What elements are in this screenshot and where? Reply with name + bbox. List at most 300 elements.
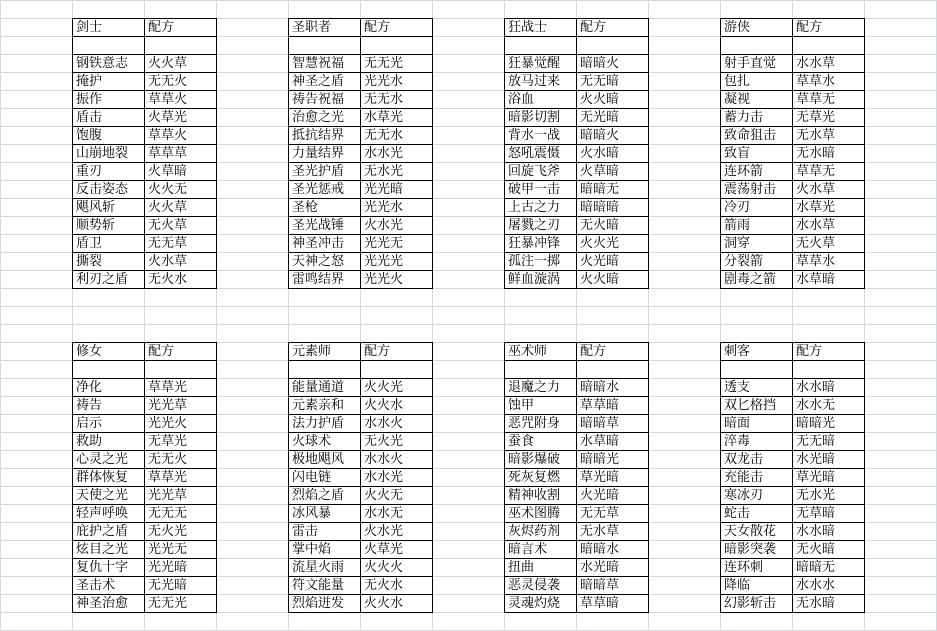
recipe-cell[interactable]: 无水暗 [793,145,865,163]
skill-name-cell[interactable]: 火球术 [289,433,361,451]
recipe-header-cell[interactable]: 配方 [145,343,217,361]
recipe-cell[interactable]: 暗暗无 [793,559,865,577]
skill-name-cell[interactable]: 盾击 [73,109,145,127]
skill-name-cell[interactable]: 蓄力击 [721,109,793,127]
skill-name-cell[interactable]: 背水一战 [505,127,577,145]
skill-name-cell[interactable]: 狂暴冲锋 [505,235,577,253]
recipe-cell[interactable]: 无无光 [145,595,217,613]
skill-name-cell[interactable]: 双龙击 [721,451,793,469]
skill-name-cell[interactable]: 破甲一击 [505,181,577,199]
recipe-cell[interactable]: 暗暗暗 [577,199,649,217]
table-row [505,523,649,541]
skill-name-cell[interactable]: 包扎 [721,73,793,91]
skill-name-cell[interactable]: 山崩地裂 [73,145,145,163]
skill-name-cell[interactable]: 符文能量 [289,577,361,595]
table-row [289,577,433,595]
recipe-cell[interactable]: 火水草 [793,181,865,199]
class-name-cell[interactable]: 巫术师 [505,343,577,361]
skill-name-cell[interactable]: 净化 [73,379,145,397]
empty-cell[interactable] [505,361,577,379]
table-row [505,415,649,433]
recipe-header-cell[interactable]: 配方 [577,19,649,37]
skill-name-cell[interactable]: 天女散花 [721,523,793,541]
skill-name-cell[interactable]: 庇护之盾 [73,523,145,541]
skill-name-cell[interactable]: 冰风暴 [289,505,361,523]
recipe-cell[interactable]: 暗暗光 [793,415,865,433]
recipe-cell[interactable]: 水草光 [793,199,865,217]
blank-row [721,361,865,379]
recipe-cell[interactable]: 无水光 [793,487,865,505]
recipe-cell[interactable]: 光光火 [145,415,217,433]
skill-name-cell[interactable]: 盾卫 [73,235,145,253]
recipe-cell[interactable]: 草草暗 [577,397,649,415]
empty-cell[interactable] [289,361,361,379]
skill-name-cell[interactable]: 灰烬药剂 [505,523,577,541]
class-name-cell[interactable]: 狂战士 [505,19,577,37]
recipe-cell[interactable]: 无无草 [145,235,217,253]
skill-name-cell[interactable]: 扭曲 [505,559,577,577]
recipe-cell[interactable]: 无火草 [145,217,217,235]
skill-name-cell[interactable]: 启示 [73,415,145,433]
recipe-cell[interactable]: 水草光 [361,109,433,127]
skill-name-cell[interactable]: 凝视 [721,91,793,109]
skill-name-cell[interactable]: 致命狙击 [721,127,793,145]
class-name-cell[interactable]: 修女 [73,343,145,361]
skill-name-cell[interactable]: 蛇击 [721,505,793,523]
recipe-cell[interactable]: 无无水 [361,91,433,109]
skill-name-cell[interactable]: 饱腹 [73,127,145,145]
table-row [289,217,433,235]
table-row [289,199,433,217]
table-row [721,451,865,469]
empty-cell[interactable] [289,37,361,55]
recipe-cell[interactable]: 光光水 [361,199,433,217]
skill-name-cell[interactable]: 暗面 [721,415,793,433]
skill-name-cell[interactable]: 法力护盾 [289,415,361,433]
recipe-cell[interactable]: 无无暗 [577,73,649,91]
skill-name-cell[interactable]: 幻影斩击 [721,595,793,613]
skill-name-cell[interactable]: 暗言术 [505,541,577,559]
skill-name-cell[interactable]: 智慧祝福 [289,55,361,73]
recipe-cell[interactable]: 无水草 [577,523,649,541]
empty-cell[interactable] [145,37,217,55]
skill-name-cell[interactable]: 炫目之光 [73,541,145,559]
skill-name-cell[interactable]: 复仇十字 [73,559,145,577]
recipe-cell[interactable]: 水水无 [793,397,865,415]
recipe-cell[interactable]: 水草暗 [793,271,865,289]
skill-name-cell[interactable]: 巫术图腾 [505,505,577,523]
recipe-cell[interactable]: 火光暗 [577,487,649,505]
table-row [73,505,217,523]
skill-name-cell[interactable]: 精神收割 [505,487,577,505]
skill-name-cell[interactable]: 淬毒 [721,433,793,451]
skill-name-cell[interactable]: 掌中焰 [289,541,361,559]
skill-name-cell[interactable]: 分裂箭 [721,253,793,271]
recipe-cell[interactable]: 暗暗草 [577,415,649,433]
recipe-cell[interactable]: 草草暗 [577,595,649,613]
recipe-cell[interactable]: 光光暗 [361,181,433,199]
skill-name-cell[interactable]: 上古之力 [505,199,577,217]
recipe-cell[interactable]: 火火暗 [577,91,649,109]
empty-cell[interactable] [361,37,433,55]
recipe-cell[interactable]: 火火水 [361,595,433,613]
recipe-header-cell[interactable]: 配方 [145,19,217,37]
recipe-cell[interactable]: 无火暗 [577,217,649,235]
class-name-cell[interactable]: 元素师 [289,343,361,361]
skill-name-cell[interactable]: 连环刺 [721,559,793,577]
empty-cell[interactable] [793,37,865,55]
recipe-cell[interactable]: 光光火 [361,271,433,289]
table-row [721,199,865,217]
recipe-cell[interactable]: 火火草 [145,199,217,217]
recipe-cell[interactable]: 火火光 [361,379,433,397]
table-header-row [505,19,649,37]
empty-cell[interactable] [793,361,865,379]
empty-cell[interactable] [577,361,649,379]
skill-name-cell[interactable]: 连环箭 [721,163,793,181]
recipe-cell[interactable]: 无火光 [145,523,217,541]
table-row [73,595,217,613]
skill-name-cell[interactable]: 撕裂 [73,253,145,271]
recipe-cell[interactable]: 无草光 [145,433,217,451]
recipe-cell[interactable]: 无火草 [793,235,865,253]
recipe-header-cell[interactable]: 配方 [793,19,865,37]
skill-name-cell[interactable]: 祷告祝福 [289,91,361,109]
empty-cell[interactable] [73,37,145,55]
table-row [289,73,433,91]
skill-name-cell[interactable]: 重刃 [73,163,145,181]
recipe-cell[interactable]: 暗暗草 [577,577,649,595]
recipe-cell[interactable]: 无火水 [361,577,433,595]
skill-name-cell[interactable]: 剧毒之箭 [721,271,793,289]
table-row [505,181,649,199]
recipe-cell[interactable]: 火水草 [145,253,217,271]
recipe-cell[interactable]: 光光草 [145,487,217,505]
skill-name-cell[interactable]: 雷击 [289,523,361,541]
recipe-cell[interactable]: 火火草 [145,55,217,73]
table-row [73,559,217,577]
recipe-cell[interactable]: 火火无 [361,487,433,505]
recipe-cell[interactable]: 无无光 [361,55,433,73]
recipe-cell[interactable]: 无草暗 [793,505,865,523]
recipe-cell[interactable]: 无火水 [145,271,217,289]
recipe-cell[interactable]: 水草暗 [577,433,649,451]
skill-name-cell[interactable]: 圣光惩戒 [289,181,361,199]
skill-name-cell[interactable]: 鲜血漩涡 [505,271,577,289]
skill-name-cell[interactable]: 怒吼震慑 [505,145,577,163]
skill-name-cell[interactable]: 放马过来 [505,73,577,91]
table-row [289,433,433,451]
table-header-row [721,343,865,361]
recipe-cell[interactable]: 草草水 [793,73,865,91]
recipe-cell[interactable]: 草草火 [145,91,217,109]
recipe-cell[interactable]: 草草无 [793,163,865,181]
recipe-cell[interactable]: 火火光 [577,235,649,253]
table-row [289,55,433,73]
recipe-cell[interactable]: 光光暗 [145,559,217,577]
recipe-cell[interactable]: 暗暗水 [577,541,649,559]
skill-name-cell[interactable]: 雷鸣结界 [289,271,361,289]
table-row [505,91,649,109]
table-row [721,559,865,577]
skill-name-cell[interactable]: 极地飓风 [289,451,361,469]
skill-name-cell[interactable]: 天使之光 [73,487,145,505]
recipe-cell[interactable]: 无无火 [145,451,217,469]
table-row [721,433,865,451]
recipe-header-cell[interactable]: 配方 [361,343,433,361]
skill-name-cell[interactable]: 箭雨 [721,217,793,235]
table-row [73,253,217,271]
recipe-cell[interactable]: 无光暗 [577,109,649,127]
recipe-cell[interactable]: 光光光 [361,253,433,271]
recipe-cell[interactable]: 草草无 [793,91,865,109]
table-row [505,55,649,73]
skill-name-cell[interactable]: 天神之怒 [289,253,361,271]
recipe-cell[interactable]: 暗暗光 [577,451,649,469]
skill-name-cell[interactable]: 掩护 [73,73,145,91]
table-row [73,397,217,415]
empty-cell[interactable] [721,361,793,379]
table-row [289,523,433,541]
skill-name-cell[interactable]: 狂暴觉醒 [505,55,577,73]
skill-name-cell[interactable]: 神圣冲击 [289,235,361,253]
skill-name-cell[interactable]: 灵魂灼烧 [505,595,577,613]
recipe-cell[interactable]: 水水草 [793,55,865,73]
table-row [73,523,217,541]
skill-name-cell[interactable]: 神圣之盾 [289,73,361,91]
recipe-cell[interactable]: 无草光 [793,109,865,127]
recipe-cell[interactable]: 暗暗水 [577,379,649,397]
recipe-cell[interactable]: 火草暗 [145,163,217,181]
empty-cell[interactable] [73,361,145,379]
table-row [73,127,217,145]
skill-name-cell[interactable]: 暗影爆破 [505,451,577,469]
skill-name-cell[interactable]: 轻声呼唤 [73,505,145,523]
recipe-cell[interactable]: 水水暗 [793,523,865,541]
table-row [289,451,433,469]
class-table [72,342,217,613]
table-row [721,577,865,595]
empty-cell[interactable] [577,37,649,55]
skill-name-cell[interactable]: 圣光战锤 [289,217,361,235]
table-row [73,433,217,451]
recipe-cell[interactable]: 火草暗 [577,163,649,181]
table-row [721,145,865,163]
skill-name-cell[interactable]: 顺势斩 [73,217,145,235]
table-row [289,397,433,415]
skill-name-cell[interactable]: 降临 [721,577,793,595]
skill-name-cell[interactable]: 烈焰之盾 [289,487,361,505]
table-row [505,433,649,451]
blank-row [73,37,217,55]
skill-name-cell[interactable]: 治愈之光 [289,109,361,127]
table-row [505,109,649,127]
skill-name-cell[interactable]: 反击姿态 [73,181,145,199]
blank-row [505,37,649,55]
recipe-cell[interactable]: 无无水 [361,127,433,145]
skill-name-cell[interactable]: 力量结界 [289,145,361,163]
skill-name-cell[interactable]: 振作 [73,91,145,109]
recipe-cell[interactable]: 无无火 [145,73,217,91]
table-row [73,199,217,217]
empty-cell[interactable] [505,37,577,55]
skill-name-cell[interactable]: 闪电链 [289,469,361,487]
recipe-header-cell[interactable]: 配方 [793,343,865,361]
recipe-cell[interactable]: 水水光 [361,145,433,163]
recipe-cell[interactable]: 草光暗 [577,469,649,487]
blank-row [289,37,433,55]
recipe-cell[interactable]: 草草光 [145,379,217,397]
recipe-cell[interactable]: 水水光 [361,469,433,487]
skill-name-cell[interactable]: 孤注一掷 [505,253,577,271]
recipe-cell[interactable]: 水光暗 [793,451,865,469]
table-row [73,91,217,109]
recipe-cell[interactable]: 草草草 [145,145,217,163]
table-row [505,469,649,487]
recipe-cell[interactable]: 草光暗 [793,469,865,487]
table-row [505,235,649,253]
skill-name-cell[interactable]: 抵抗结界 [289,127,361,145]
table-row [505,595,649,613]
skill-name-cell[interactable]: 祷告 [73,397,145,415]
recipe-cell[interactable]: 火火水 [361,397,433,415]
empty-cell[interactable] [721,37,793,55]
skill-name-cell[interactable]: 恶灵侵袭 [505,577,577,595]
skill-name-cell[interactable]: 退魔之力 [505,379,577,397]
skill-name-cell[interactable]: 圣枪 [289,199,361,217]
recipe-cell[interactable]: 无水草 [793,127,865,145]
recipe-cell[interactable]: 火火无 [145,181,217,199]
skill-name-cell[interactable]: 死灰复燃 [505,469,577,487]
skill-name-cell[interactable]: 双匕格挡 [721,397,793,415]
empty-cell[interactable] [361,361,433,379]
recipe-cell[interactable]: 水光暗 [577,559,649,577]
skill-name-cell[interactable]: 洞穿 [721,235,793,253]
blank-row [721,37,865,55]
recipe-cell[interactable]: 草草火 [145,127,217,145]
table-row [289,541,433,559]
table-row [289,379,433,397]
table-row [721,163,865,181]
recipe-cell[interactable]: 无水光 [361,163,433,181]
recipe-cell[interactable]: 水水水 [793,577,865,595]
recipe-cell[interactable]: 无火光 [361,433,433,451]
recipe-cell[interactable]: 火火火 [361,559,433,577]
table-row [505,199,649,217]
table-header-row [73,343,217,361]
skill-name-cell[interactable]: 寒冰刃 [721,487,793,505]
table-row [721,595,865,613]
skill-name-cell[interactable]: 钢铁意志 [73,55,145,73]
recipe-cell[interactable]: 光光草 [145,397,217,415]
skill-name-cell[interactable]: 蚕食 [505,433,577,451]
recipe-cell[interactable]: 水水火 [361,451,433,469]
skill-name-cell[interactable]: 能量通道 [289,379,361,397]
skill-name-cell[interactable]: 浴血 [505,91,577,109]
blank-row [73,361,217,379]
skill-name-cell[interactable]: 救助 [73,433,145,451]
skill-name-cell[interactable]: 心灵之光 [73,451,145,469]
class-name-cell[interactable]: 剑士 [73,19,145,37]
table-row [505,505,649,523]
skill-name-cell[interactable]: 元素亲和 [289,397,361,415]
recipe-cell[interactable]: 暗暗火 [577,55,649,73]
skill-name-cell[interactable]: 暗影突袭 [721,541,793,559]
recipe-cell[interactable]: 草草光 [145,469,217,487]
table-row [73,217,217,235]
recipe-cell[interactable]: 火草光 [145,109,217,127]
skill-name-cell[interactable]: 冷刃 [721,199,793,217]
recipe-cell[interactable]: 火水光 [361,523,433,541]
recipe-cell[interactable]: 光光水 [361,73,433,91]
recipe-cell[interactable]: 暗暗火 [577,127,649,145]
skill-name-cell[interactable]: 利刃之盾 [73,271,145,289]
skill-name-cell[interactable]: 飓风斩 [73,199,145,217]
skill-name-cell[interactable]: 蚀甲 [505,397,577,415]
skill-name-cell[interactable]: 透支 [721,379,793,397]
class-table [72,18,217,289]
recipe-cell[interactable]: 水水火 [361,415,433,433]
recipe-header-cell[interactable]: 配方 [577,343,649,361]
table-row [73,451,217,469]
recipe-cell[interactable]: 火火暗 [577,271,649,289]
recipe-cell[interactable]: 火水暗 [577,145,649,163]
recipe-header-cell[interactable]: 配方 [361,19,433,37]
table-row [721,469,865,487]
recipe-cell[interactable]: 无水暗 [793,595,865,613]
class-name-cell[interactable]: 圣职者 [289,19,361,37]
table-row [289,91,433,109]
skill-name-cell[interactable]: 流星火雨 [289,559,361,577]
skill-name-cell[interactable]: 烈焰迸发 [289,595,361,613]
recipe-cell[interactable]: 水水无 [361,505,433,523]
recipe-cell[interactable]: 水水暗 [793,379,865,397]
skill-name-cell[interactable]: 震荡射击 [721,181,793,199]
recipe-cell[interactable]: 无无草 [577,505,649,523]
table-header-row [289,19,433,37]
recipe-cell[interactable]: 暗暗无 [577,181,649,199]
empty-cell[interactable] [145,361,217,379]
recipe-cell[interactable]: 无无暗 [793,433,865,451]
skill-name-cell[interactable]: 群体恢复 [73,469,145,487]
table-row [73,163,217,181]
skill-name-cell[interactable]: 暗影切割 [505,109,577,127]
recipe-cell[interactable]: 火草光 [361,541,433,559]
class-name-cell[interactable]: 游侠 [721,19,793,37]
skill-name-cell[interactable]: 圣光护盾 [289,163,361,181]
skill-name-cell[interactable]: 射手直觉 [721,55,793,73]
skill-name-cell[interactable]: 屠戮之刃 [505,217,577,235]
recipe-cell[interactable]: 草草水 [793,253,865,271]
recipe-cell[interactable]: 光光无 [145,541,217,559]
recipe-cell[interactable]: 水水草 [793,217,865,235]
table-row [721,415,865,433]
recipe-cell[interactable]: 光光无 [361,235,433,253]
recipe-cell[interactable]: 无无无 [145,505,217,523]
skill-name-cell[interactable]: 回旋飞斧 [505,163,577,181]
table-row [721,505,865,523]
skill-name-cell[interactable]: 神圣治愈 [73,595,145,613]
recipe-cell[interactable]: 无光暗 [145,577,217,595]
recipe-cell[interactable]: 火光暗 [577,253,649,271]
skill-name-cell[interactable]: 充能击 [721,469,793,487]
class-name-cell[interactable]: 刺客 [721,343,793,361]
recipe-cell[interactable]: 火水光 [361,217,433,235]
recipe-cell[interactable]: 无火暗 [793,541,865,559]
skill-name-cell[interactable]: 圣击术 [73,577,145,595]
skill-name-cell[interactable]: 恶咒附身 [505,415,577,433]
skill-name-cell[interactable]: 致盲 [721,145,793,163]
